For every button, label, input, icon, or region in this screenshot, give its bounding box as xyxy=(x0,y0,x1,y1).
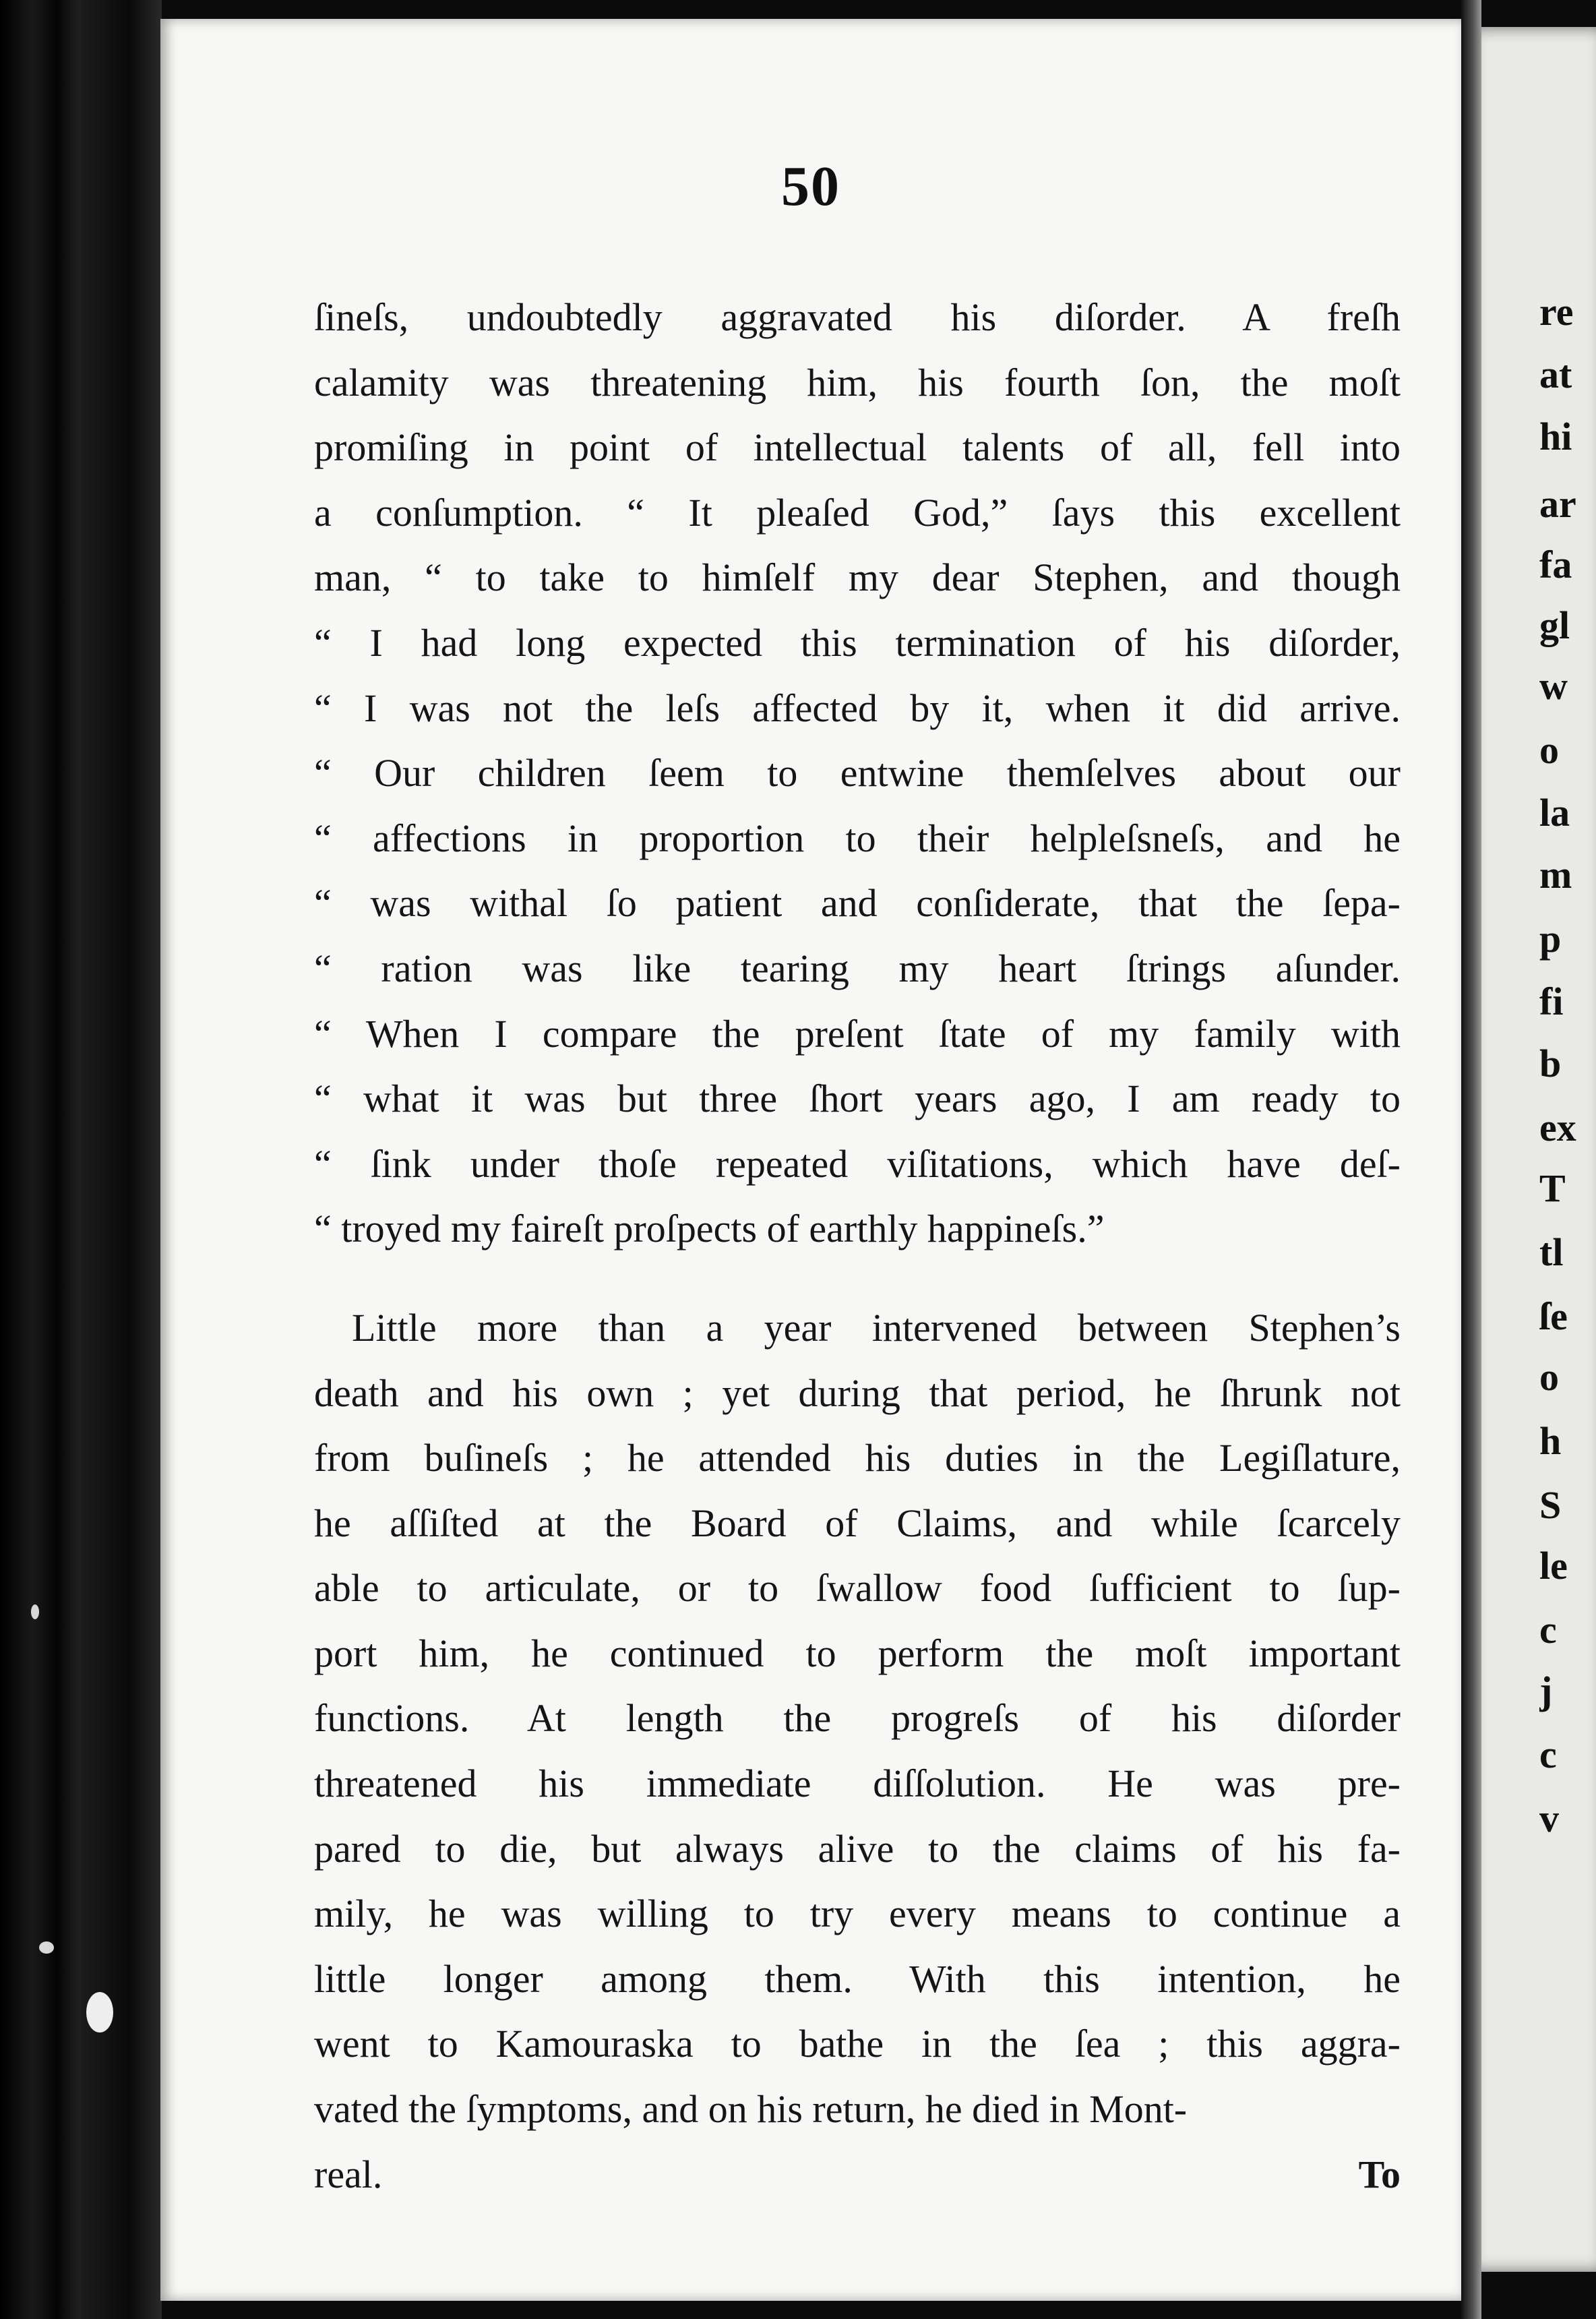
book-gutter xyxy=(81,0,162,2319)
text-line: “ I was not the leſs affected by it, when it did arrive. xyxy=(314,686,1401,730)
facing-page-fragment: ex xyxy=(1539,1106,1576,1149)
text-line: ſineſs, undoubtedly aggravated his diſorder. A freſh xyxy=(314,295,1401,339)
book-page xyxy=(160,19,1461,2301)
text-line: “ ration was like tearing my heart ſtrings aſunder. xyxy=(314,946,1401,990)
facing-page-fragment: at xyxy=(1539,353,1572,396)
facing-page-fragment: b xyxy=(1539,1042,1562,1085)
facing-page-fragment: fi xyxy=(1539,980,1564,1023)
text-line: “ affections in proportion to their helpleſsneſs, and he xyxy=(314,816,1401,860)
text-line: went to Kamouraska to bathe in the ſea ; this aggra- xyxy=(314,2022,1401,2066)
book-spine-shadow xyxy=(0,0,81,2319)
text-line: “ ſink under thoſe repeated viſitations, which have deſ- xyxy=(314,1141,1401,1186)
text-line: mily, he was willing to try every means to continue a xyxy=(314,1892,1401,1936)
text-line: able to articulate, or to ſwallow food ſufficient to ſup- xyxy=(314,1566,1401,1610)
text-line: functions. At length the progreſs of his diſorder xyxy=(314,1696,1401,1741)
facing-page-fragment: j xyxy=(1539,1668,1553,1712)
dust-speck xyxy=(31,1604,39,1619)
page-edge-shadow xyxy=(1461,0,1481,2319)
facing-page-fragment: le xyxy=(1539,1544,1568,1588)
facing-page-fragment: o xyxy=(1539,728,1559,772)
facing-page-fragment: ar xyxy=(1539,482,1576,526)
facing-page-fragment: tl xyxy=(1539,1230,1564,1274)
text-line: “ what it was but three ſhort years ago, I am ready to xyxy=(314,1077,1401,1121)
text-line: promiſing in point of intellectual talents of all, fell into xyxy=(314,425,1401,470)
text-line: threatened his immediate diſſolution. He was pre- xyxy=(314,1761,1401,1806)
dust-speck xyxy=(39,1941,54,1954)
paragraph-quotation xyxy=(314,285,1401,1262)
text-line: a conſumption. “ It pleaſed God,” ſays this excellent xyxy=(314,490,1401,535)
facing-page-fragment: w xyxy=(1539,664,1568,708)
facing-page-fragment: gl xyxy=(1539,603,1570,647)
text-line: little longer among them. With this intention, he xyxy=(314,1956,1401,2001)
final-line xyxy=(314,2142,1401,2208)
dust-speck xyxy=(86,1992,113,2032)
text-line: calamity was threatening him, his fourth ſon, the moſt xyxy=(314,360,1401,404)
text-line: vated the ſymptoms, and on his return, he died in Mont- xyxy=(314,2087,1188,2132)
facing-page-fragment: hi xyxy=(1539,415,1572,458)
facing-page-fragment: c xyxy=(1539,1733,1557,1776)
text-line: from buſineſs ; he attended his duties in the Legiſlature, xyxy=(314,1436,1401,1480)
facing-page-fragment: T xyxy=(1539,1166,1566,1210)
facing-page-fragment: v xyxy=(1539,1797,1559,1840)
page-number: 50 xyxy=(781,155,840,218)
text-line: “ I had long expected this termination of his diſorder, xyxy=(314,620,1401,665)
facing-page-fragment: c xyxy=(1539,1608,1557,1652)
facing-page-fragment: la xyxy=(1539,791,1570,835)
text-line: port him, he continued to perform the moſt important xyxy=(314,1631,1401,1675)
facing-page-fragment: o xyxy=(1539,1355,1559,1399)
last-line-text: real. xyxy=(314,2152,383,2196)
facing-page-fragment: ſe xyxy=(1539,1294,1568,1338)
facing-page-fragment: fa xyxy=(1539,543,1572,586)
text-line: pared to die, but always alive to the claims of his fa- xyxy=(314,1826,1401,1871)
text-line: “ troyed my faireſt proſpects of earthly happineſs.” xyxy=(314,1207,1105,1251)
facing-page-fragment: S xyxy=(1539,1483,1562,1527)
paragraph-narrative xyxy=(314,1296,1401,2142)
text-line: Little more than a year intervened between Stephen’s xyxy=(352,1305,1401,1350)
facing-page-fragment: m xyxy=(1539,853,1572,897)
catchword: To xyxy=(1358,2152,1401,2196)
facing-page-fragment: h xyxy=(1539,1419,1562,1463)
text-line: man, “ to take to himſelf my dear Stephen, and though xyxy=(314,555,1401,600)
facing-page-fragment: p xyxy=(1539,917,1562,961)
text-line: death and his own ; yet during that period, he ſhrunk not xyxy=(314,1371,1401,1415)
text-line: “ When I compare the preſent ſtate of my family with xyxy=(314,1011,1401,1056)
facing-page-fragment: re xyxy=(1539,290,1574,334)
body-text xyxy=(314,285,1401,2207)
text-line: “ Our children ſeem to entwine themſelves about our xyxy=(314,751,1401,795)
text-line: “ was withal ſo patient and conſiderate, that the ſepa- xyxy=(314,881,1401,926)
text-line: he aſſiſted at the Board of Claims, and while ſcarcely xyxy=(314,1501,1401,1545)
